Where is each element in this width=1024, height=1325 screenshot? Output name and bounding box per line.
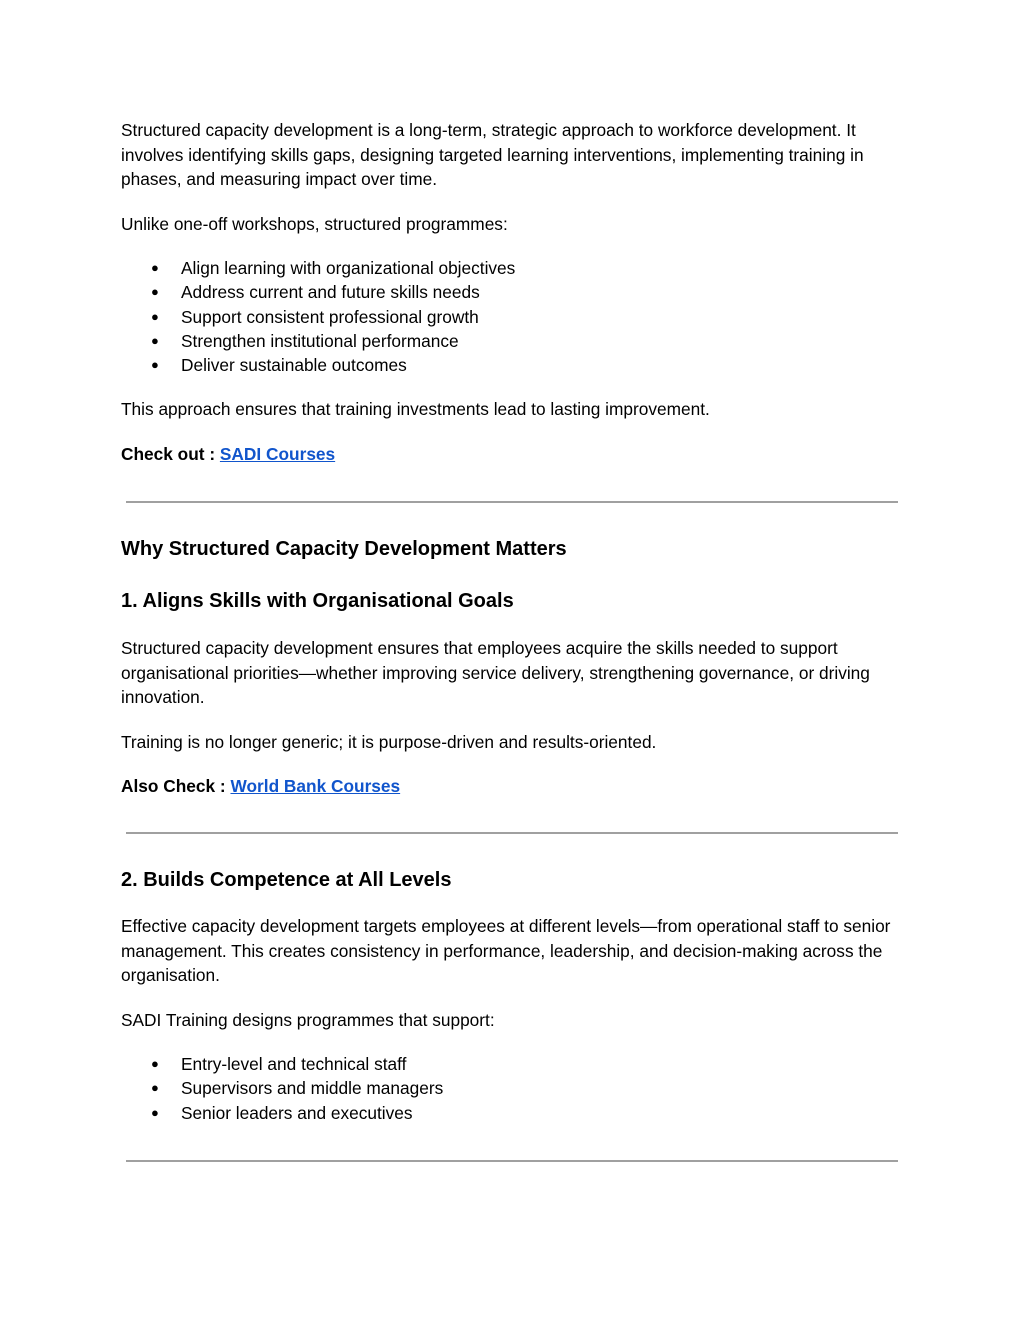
list-item: ● Address current and future skills needs bbox=[121, 280, 906, 304]
bullet-icon: ● bbox=[151, 332, 159, 348]
bullet-icon: ● bbox=[151, 1056, 159, 1071]
section2-bullet-list bbox=[121, 1052, 906, 1125]
bullet-icon: ● bbox=[151, 308, 159, 324]
section2-heading: 2. Builds Competence at All Levels bbox=[121, 869, 452, 891]
bullet-icon: ● bbox=[151, 260, 159, 275]
intro-section bbox=[121, 118, 906, 466]
section1-cta bbox=[121, 774, 906, 799]
bullet-icon: ● bbox=[151, 1104, 159, 1120]
cta-label: Check out : bbox=[121, 443, 220, 464]
intro-bullet-list bbox=[121, 256, 906, 377]
bullet-icon: ● bbox=[151, 284, 159, 300]
section2-lead: SADI Training designs programmes that support: bbox=[121, 1009, 495, 1030]
section1-paragraph2: Training is no longer generic; it is purpose-driven and results-oriented. bbox=[121, 731, 657, 752]
sadi-courses-link[interactable]: SADI Courses bbox=[219, 443, 336, 464]
section2-body bbox=[121, 914, 906, 1145]
intro-paragraph: Structured capacity development is a long-term, strategic approach to workforce development. It involves identifying skills gaps, designing targeted learning interventions, implementing training in phases, and measuring impact over time. bbox=[121, 120, 864, 189]
divider bbox=[126, 501, 898, 503]
intro-cta bbox=[121, 442, 906, 467]
list-item: ● Entry-level and technical staff bbox=[121, 1052, 906, 1076]
list-item: ● Senior leaders and executives bbox=[121, 1101, 906, 1125]
bullet-icon: ● bbox=[151, 1080, 159, 1096]
intro-closing: This approach ensures that training investments lead to lasting improvement. bbox=[121, 399, 710, 420]
list-item: ● Support consistent professional growth bbox=[121, 305, 906, 329]
cta-label: Also Check : bbox=[121, 776, 231, 796]
section2-paragraph: Effective capacity development targets employees at different levels—from operational staff to senior management. This creates consistency in performance, leadership, and decision-making across the organisation. bbox=[121, 916, 891, 985]
section1-paragraph: Structured capacity development ensures that employees acquire the skills needed to support organisational priorities—whether improving service delivery, strengthening governance, or driving innovation. bbox=[121, 638, 870, 707]
world-bank-courses-link[interactable]: World Bank Courses bbox=[230, 776, 401, 796]
bullet-icon: ● bbox=[151, 357, 159, 373]
divider bbox=[126, 1160, 898, 1162]
section-title: Why Structured Capacity Development Matters bbox=[121, 538, 567, 560]
divider bbox=[126, 832, 898, 834]
list-item: ● Align learning with organizational objectives bbox=[121, 256, 906, 280]
list-item: ● Deliver sustainable outcomes bbox=[121, 353, 906, 377]
intro-lead: Unlike one-off workshops, structured programmes: bbox=[121, 213, 508, 234]
list-item: ● Supervisors and middle managers bbox=[121, 1076, 906, 1100]
section1-body bbox=[121, 636, 906, 799]
section1-heading: 1. Aligns Skills with Organisational Goals bbox=[121, 590, 514, 612]
list-item: ● Strengthen institutional performance bbox=[121, 329, 906, 353]
